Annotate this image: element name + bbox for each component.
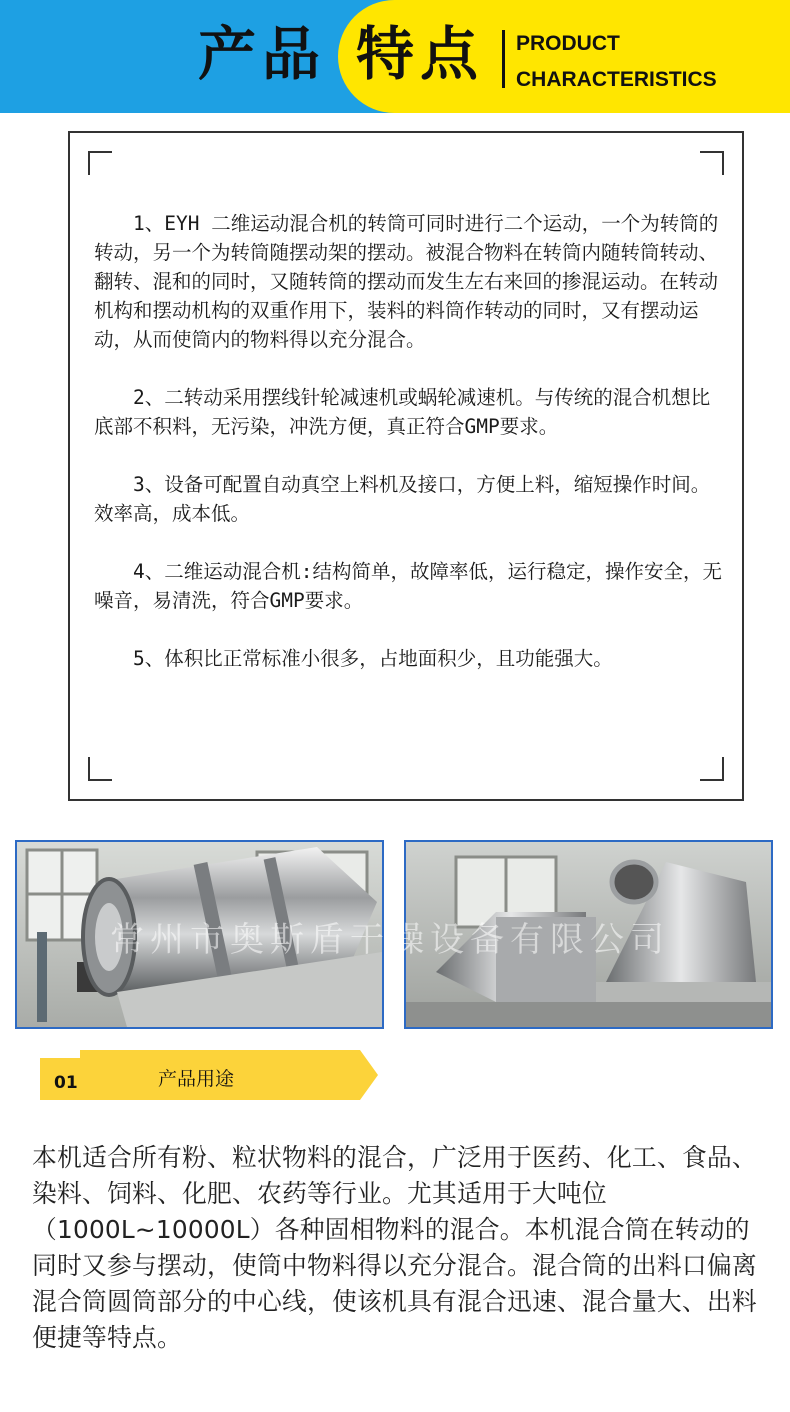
corner-top-right <box>700 151 724 175</box>
corner-top-left <box>88 151 112 175</box>
characteristic-item-2: 2、二转动采用摆线针轮减速机或蜗轮减速机。与传统的混合机想比底部不积料，无污染，冲洗方便，真正符合GMP要求。 <box>94 386 711 438</box>
corner-bottom-left <box>88 757 112 781</box>
section-title: 产品用途 <box>158 1068 235 1090</box>
characteristics-list <box>94 209 722 702</box>
banner-title-part1: 产品 <box>198 20 327 88</box>
banner-divider <box>502 30 505 88</box>
usage-paragraph: 本机适合所有粉、粒状物料的混合，广泛用于医药、化工、食品、染料、饲料、化肥、农药等行业。尤其适用于大吨位（1000L~10000L）各种固相物料的混合。本机混合筒在转动的同时又参与摆动，使筒中物料得以充分混合。混合筒的出料口偏离混合筒圆筒部分的中心线，使该机具有混合迅速、混合量大、出料便捷等特点。 <box>32 1143 757 1352</box>
banner-en-line1: PRODUCT <box>516 32 620 55</box>
characteristic-item-3: 3、设备可配置自动真空上料机及接口，方便上料，缩短操作时间。效率高，成本低。 <box>94 473 711 525</box>
characteristics-box <box>68 131 744 801</box>
banner-en-line2: CHARACTERISTICS <box>516 68 717 91</box>
characteristic-item-5: 5、体积比正常标准小很多，占地面积少，且功能强大。 <box>133 647 613 670</box>
header-banner <box>0 0 790 113</box>
characteristic-item-4: 4、二维运动混合机:结构简单，故障率低，运行稳定，操作安全，无噪音，易清洗，符合GMP要求。 <box>94 560 722 612</box>
photo-watermark: 常州市奥斯盾干燥设备有限公司 <box>110 920 670 960</box>
corner-bottom-right <box>700 757 724 781</box>
section-number: 01 <box>54 1073 78 1093</box>
banner-title-part2: 特点 <box>356 20 485 88</box>
banner-english-title <box>516 26 717 98</box>
characteristic-item-1: 1、EYH 二维运动混合机的转筒可同时进行二个运动，一个为转筒的转动，另一个为转筒随摆动架的摆动。被混合物料在转筒内随转筒转动、翻转、混和的同时，又随转筒的摆动而发生左右来回的掺混运动。在转动机构和摆动机构的双重作用下，装料的料筒作转动的同时，又有摆动运动，从而使筒内的物料得以充分混合。 <box>94 212 719 351</box>
